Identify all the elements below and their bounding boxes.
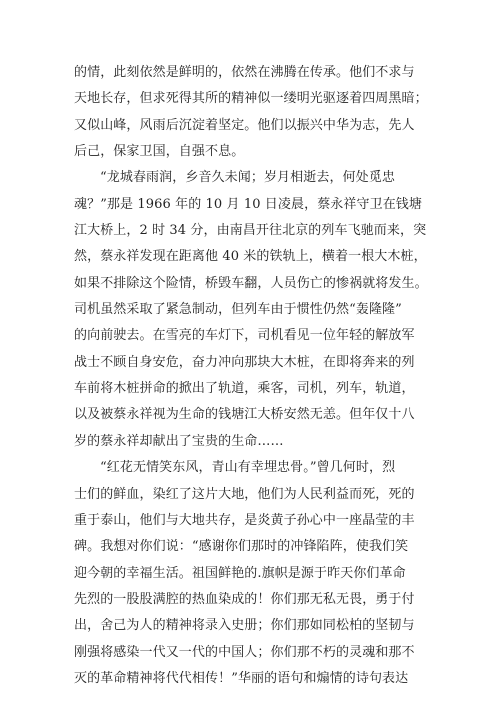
text-line: 战士不顾自身安危，奋力冲向那块大木桩，在即将奔来的列 [74, 354, 415, 370]
text-line: 碑。我想对你们说：“感谢你们那时的冲锋陷阵，使我们笑 [74, 539, 409, 555]
text-line: 如果不排除这个险情，桥毁车翻，人员伤亡的惨祸就将发生。 [74, 275, 428, 291]
text-line: 士们的鲜血，染红了这片大地，他们为人民利益而死，死的 [74, 486, 415, 502]
text-line: 的情，此刻依然是鲜明的，依然在沸腾在传承。他们不求与 [74, 65, 415, 80]
text-line: 先烈的一股股满腔的热血染成的！你们那无私无畏，勇于付 [74, 591, 415, 607]
text-line: 的向前驶去。在雪亮的车灯下，司机看见一位年轻的解放军 [74, 328, 415, 344]
text-line: 江大桥上，2 时 34 分，由南昌开往北京的列车飞驰而来，突 [74, 223, 427, 239]
text-line: 出，舍己为人的精神将录入史册；你们那如同松柏的坚韧与 [74, 618, 415, 634]
text-line: “红花无情笑东风，青山有幸埋忠骨。”曾几何时，烈 [100, 460, 396, 476]
text-line: 又似山峰，风雨后沉淀着坚定。他们以振兴中华为志，先人 [74, 117, 415, 133]
text-line: 刚强将感染一代又一代的中国人；你们那不朽的灵魂和那不 [74, 644, 415, 660]
text-line: 后己，保家卫国，自强不息。 [74, 144, 245, 160]
text-line: 魂？”那是 1966 年的 10 月 10 日凌晨，蔡永祥守卫在钱塘 [74, 196, 423, 212]
text-line: “龙城春雨润，乡音久未闻；岁月相逝去，何处觅忠 [100, 170, 395, 186]
text-line: 灭的革命精神将代代相传！”华丽的语句和煽情的诗句表达 [74, 670, 409, 686]
body-text [74, 60, 436, 692]
text-line: 司机虽然采取了紧急制动，但列车由于惯性仍然“轰隆隆” [74, 302, 402, 318]
text-line: 岁的蔡永祥却献出了宝贵的生命…… [74, 433, 284, 449]
text-line: 重于泰山，他们与大地共存，是炎黄子孙心中一座晶莹的丰 [74, 512, 415, 528]
text-line: 天地长存，但求死得其所的精神似一缕明光驱逐着四周黑暗； [74, 91, 428, 107]
text-line: 以及被蔡永祥视为生命的钱塘江大桥安然无恙。但年仅十八 [74, 407, 415, 423]
text-line: 迎今朝的幸福生活。祖国鲜艳的.旗帜是源于昨天你们革命 [74, 565, 406, 581]
text-line: 车前将木桩拼命的掀出了轨道，乘客，司机，列车，轨道， [74, 381, 415, 397]
text-line: 然，蔡永祥发现在距离他 40 米的铁轨上，横着一根大木桩， [74, 249, 427, 265]
